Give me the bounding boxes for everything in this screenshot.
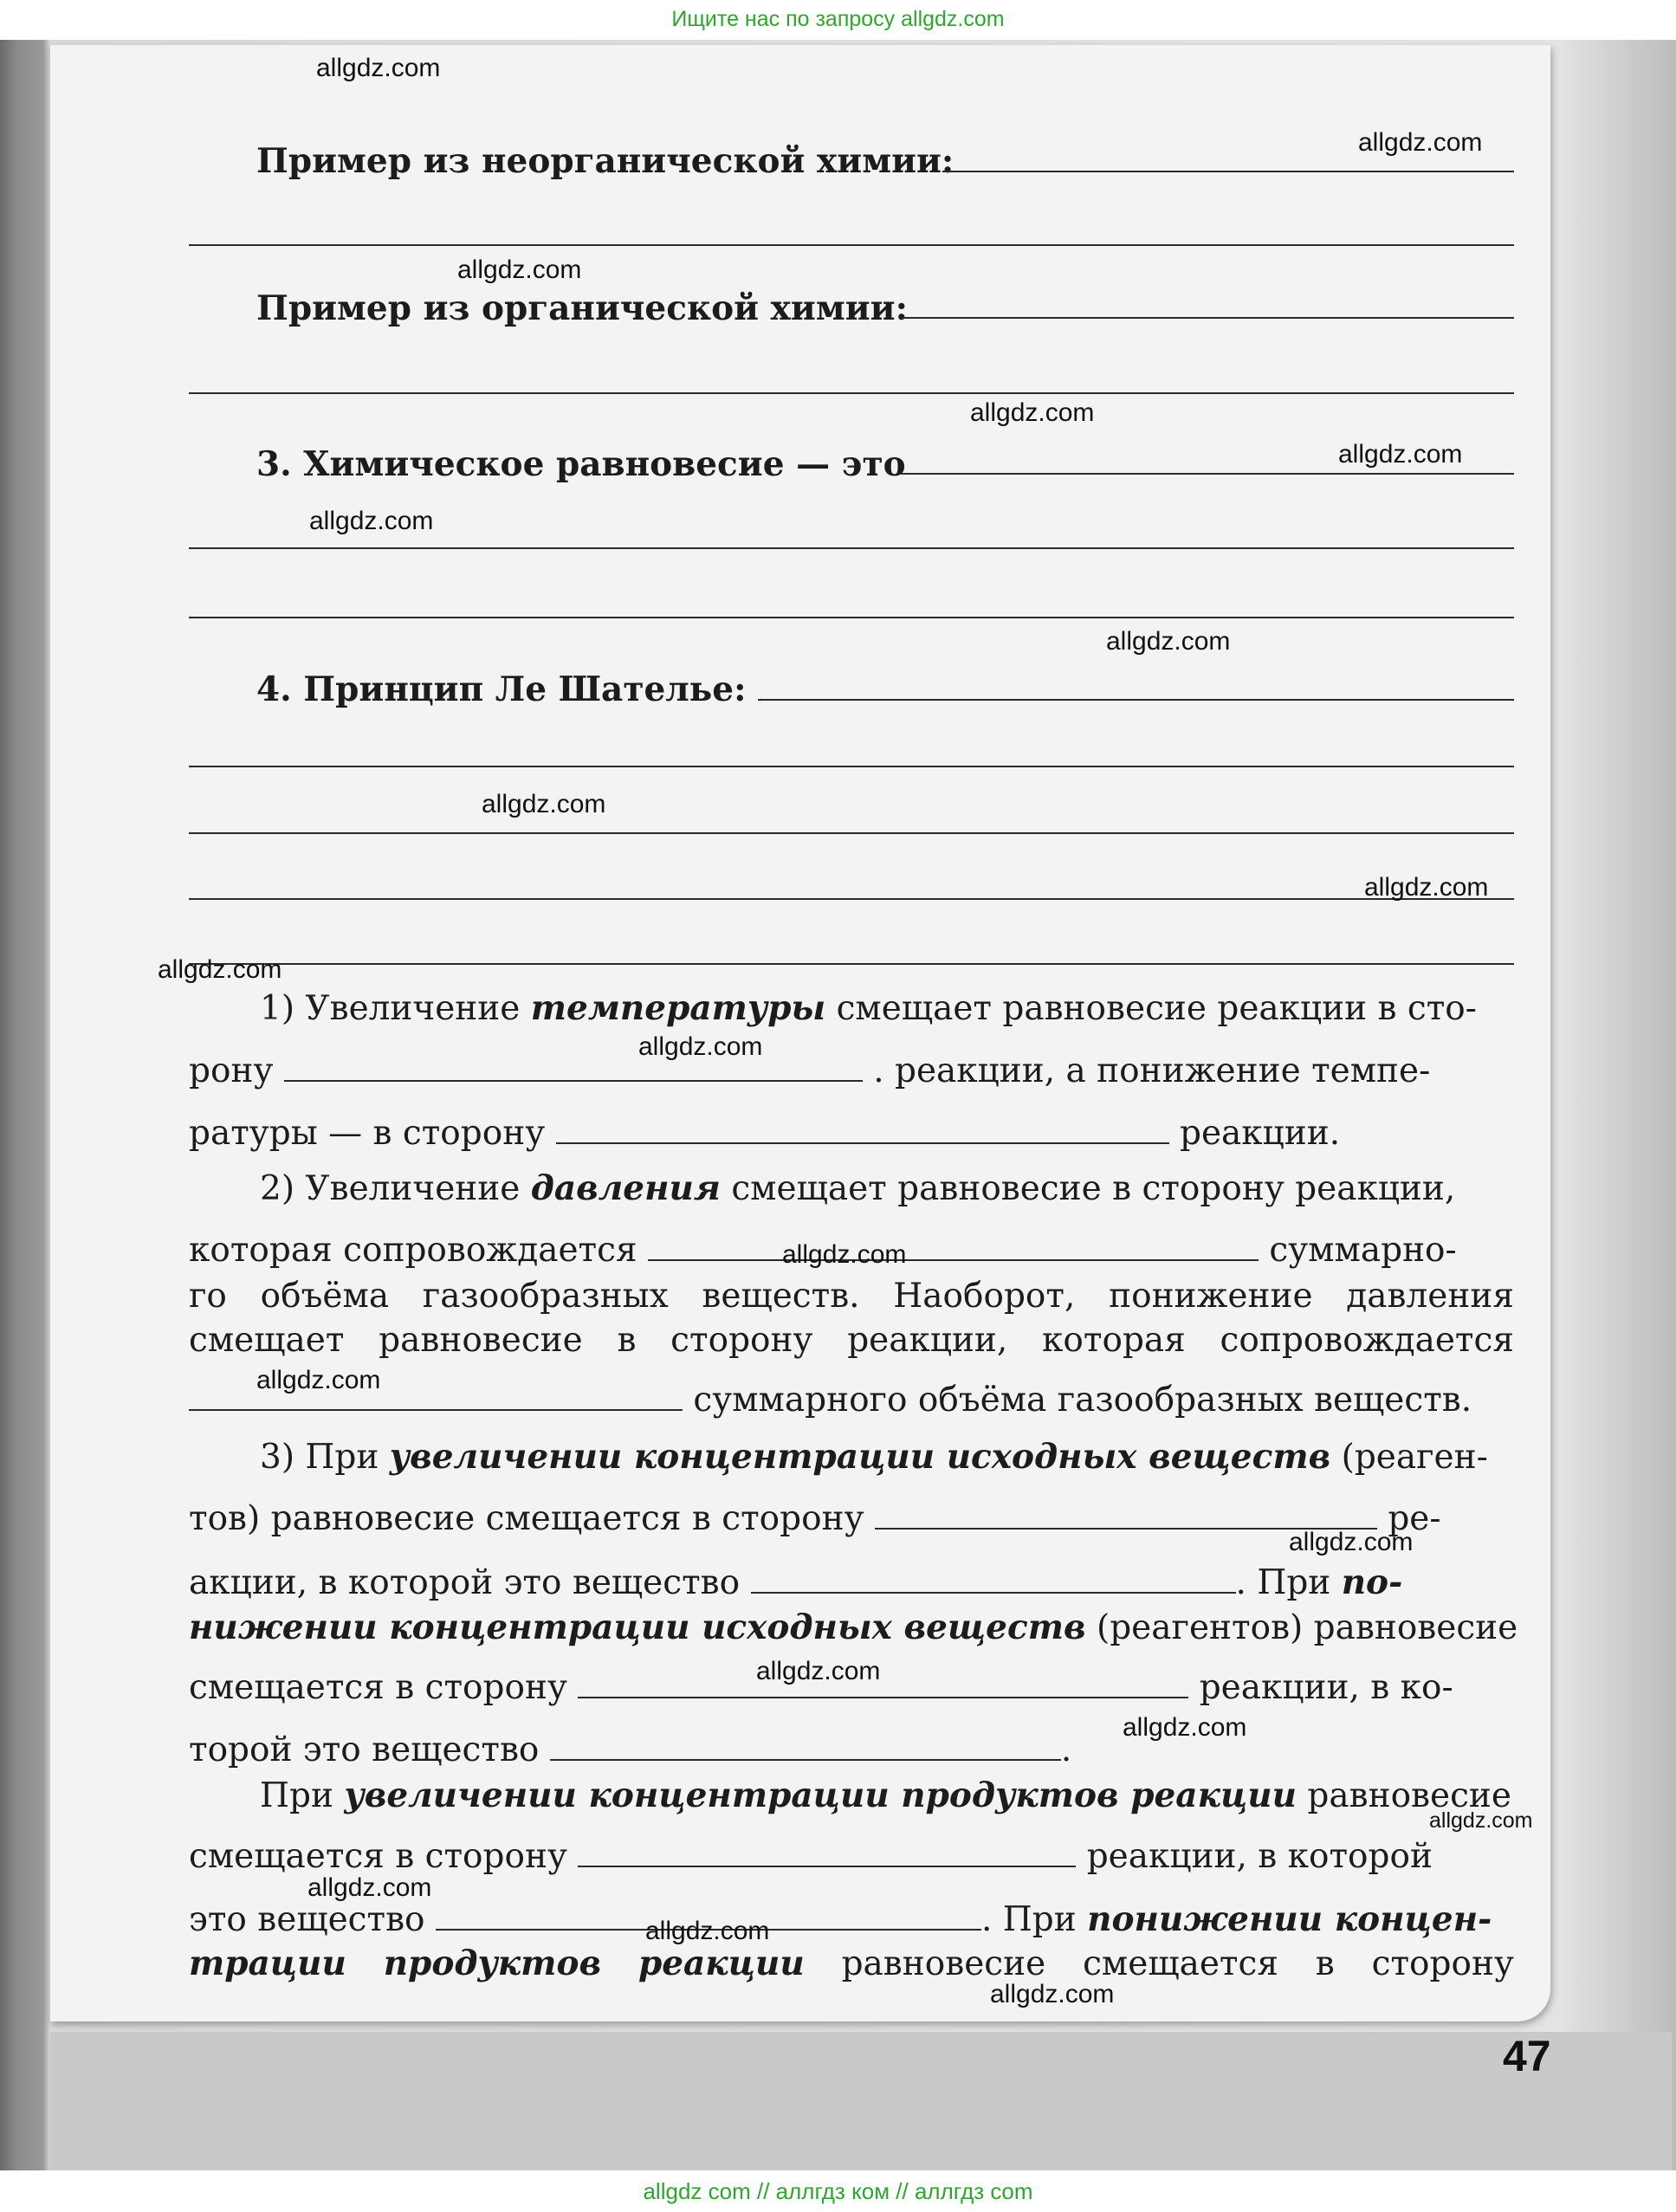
equilibrium-definition-label: 3. Химическое равновесие — это (256, 444, 906, 484)
le-chatelier-label: 4. Принцип Ле Шателье: (256, 669, 747, 709)
watermark: allgdz.com (1123, 1713, 1247, 1742)
products-line-3: это вещество . При понижении концен- (189, 1899, 1492, 1939)
concentration-line-4: нижении концентрации исходных веществ (реагентов) равновесие (189, 1607, 1518, 1647)
organic-example-label: Пример из органической химии: (256, 288, 908, 328)
watermark: allgdz.com (307, 1873, 432, 1902)
answer-line[interactable] (189, 617, 1514, 618)
watermark: allgdz.com (457, 255, 582, 284)
answer-blank[interactable] (284, 1052, 863, 1082)
answer-blank[interactable] (751, 1564, 1236, 1594)
answer-line[interactable] (189, 963, 1514, 965)
answer-line[interactable] (758, 699, 1514, 701)
answer-line[interactable] (189, 832, 1514, 834)
concentration-line-5: смещается в сторону реакции, в ко- (189, 1668, 1453, 1707)
products-line-4: трации продуктов реакции равновесие смещается в сторону (189, 1944, 1514, 1983)
answer-blank[interactable] (648, 1232, 1259, 1261)
watermark: allgdz.com (158, 955, 282, 984)
page-number: 47 (1503, 2032, 1551, 2080)
watermark: allgdz.com (1338, 440, 1463, 469)
pressure-line-3: го объёма газообразных веществ. Наоборот, понижение давления (189, 1277, 1514, 1316)
answer-line[interactable] (189, 244, 1514, 246)
watermark: allgdz.com (1289, 1528, 1414, 1556)
watermark: allgdz.com (482, 790, 606, 818)
watermark: allgdz.com (638, 1032, 763, 1061)
answer-line[interactable] (901, 317, 1514, 319)
watermark: allgdz.com (1429, 1808, 1533, 1833)
concentration-line-2: тов) равновесие смещается в сторону ре- (189, 1499, 1441, 1538)
concentration-line-6: торой это вещество . (189, 1730, 1072, 1769)
answer-blank[interactable] (875, 1500, 1377, 1530)
watermark: allgdz.com (1358, 128, 1483, 157)
concentration-line-3: акции, в которой это вещество . При по- (189, 1562, 1403, 1602)
temp-line-3: ратуры — в сторону реакции. (189, 1114, 1341, 1153)
answer-line[interactable] (189, 392, 1514, 394)
page-shadow-area (50, 2032, 1672, 2170)
watermark: allgdz.com (309, 507, 434, 535)
products-line-1: При увеличении концентрации продуктов реакции равновесие (260, 1775, 1511, 1815)
watermark: allgdz.com (782, 1240, 907, 1269)
answer-line[interactable] (189, 898, 1514, 900)
products-line-2: смещается в сторону реакции, в которой (189, 1837, 1433, 1876)
pressure-line-5: суммарного объёма газообразных веществ. (189, 1380, 1472, 1421)
pressure-line-2: которая сопровождается суммарно- (189, 1231, 1457, 1270)
watermark: allgdz.com (316, 54, 441, 82)
watermark: allgdz.com (970, 398, 1095, 427)
watermark: allgdz.com (645, 1917, 770, 1945)
concentration-line-1: 3) При увеличении концентрации исходных веществ (реаген- (260, 1437, 1488, 1477)
answer-blank[interactable] (550, 1731, 1061, 1761)
bottom-footer[interactable]: allgdz com // аллгдз ком // аллгдз com (643, 2178, 1033, 2204)
answer-line[interactable] (942, 171, 1514, 172)
answer-blank[interactable] (556, 1115, 1169, 1144)
pressure-line-1: 2) Увеличение давления смещает равновесие в сторону реакции, (260, 1168, 1456, 1208)
watermark: allgdz.com (1364, 873, 1489, 902)
answer-line[interactable] (901, 473, 1514, 475)
temp-line-1: 1) Увеличение температуры смещает равновесие реакции в сто- (260, 988, 1477, 1028)
answer-blank[interactable] (578, 1838, 1076, 1867)
workbook-page (50, 45, 1550, 2021)
watermark: allgdz.com (256, 1366, 381, 1394)
watermark: allgdz.com (756, 1657, 881, 1685)
answer-line[interactable] (189, 766, 1514, 767)
watermark: allgdz.com (1106, 627, 1231, 656)
temp-line-2: рону . реакции, а понижение темпе- (189, 1051, 1431, 1090)
inorganic-example-label: Пример из неорганической химии: (256, 141, 954, 181)
answer-line[interactable] (189, 547, 1514, 549)
pressure-line-4: смещает равновесие в сторону реакции, которая сопровождается (189, 1321, 1514, 1360)
answer-blank[interactable] (578, 1669, 1188, 1698)
top-banner[interactable]: Ищите нас по запросу allgdz.com (671, 7, 1005, 31)
watermark: allgdz.com (990, 1980, 1115, 2008)
